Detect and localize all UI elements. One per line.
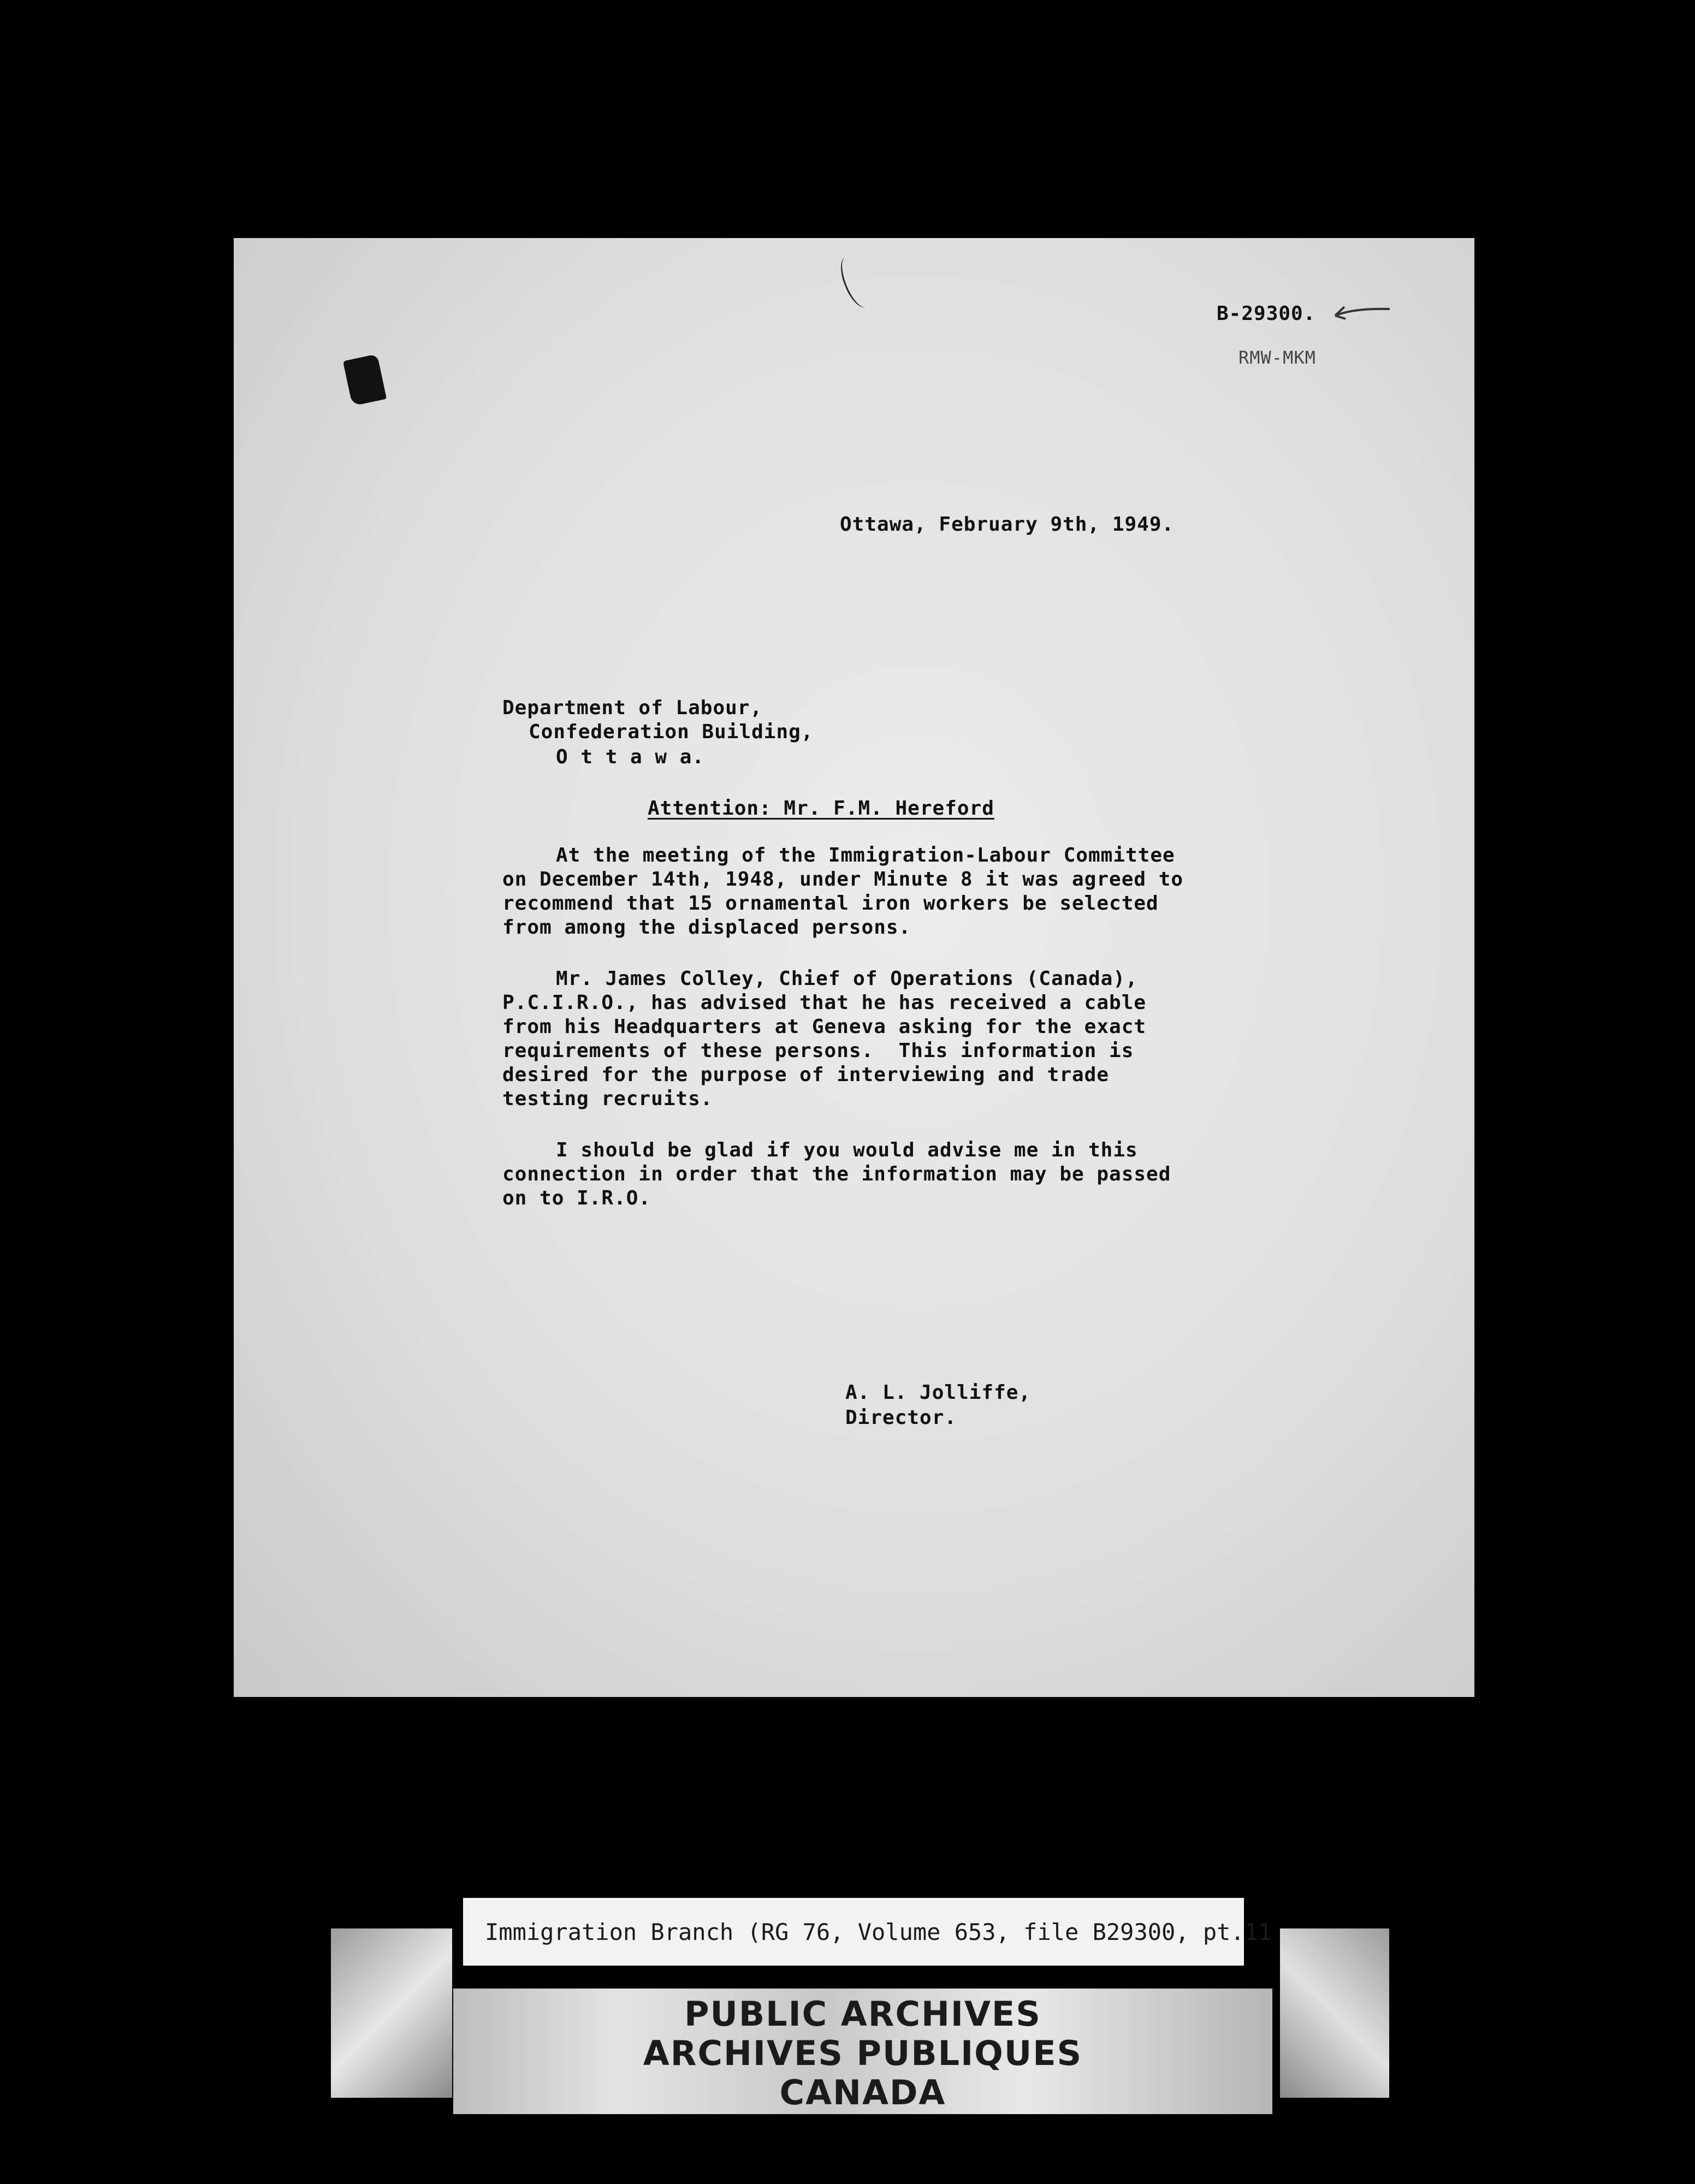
- archives-stamp: [453, 1989, 1272, 2114]
- address-line: Department of Labour,: [502, 697, 763, 719]
- body-line: recommend that 15 ornamental iron workers be selected: [502, 892, 1159, 915]
- attention-line: Attention: Mr. F.M. Hereford: [648, 797, 994, 820]
- signatory-name: A. L. Jolliffe,: [845, 1381, 1032, 1404]
- date-line: Ottawa, February 9th, 1949.: [840, 513, 1175, 536]
- ink-blot: [343, 354, 387, 406]
- film-tab-right: [1280, 1928, 1389, 2098]
- stamp-line: PUBLIC ARCHIVES: [684, 1994, 1041, 2034]
- body-line: P.C.I.R.O., has advised that he has received a cable: [502, 992, 1147, 1014]
- pencil-mark: [835, 252, 877, 312]
- address-line: O t t a w a.: [556, 746, 705, 768]
- signatory-title: Director.: [845, 1406, 957, 1429]
- body-line: on to I.R.O.: [502, 1187, 651, 1209]
- body-line: I should be glad if you would advise me in this: [556, 1139, 1138, 1161]
- typist-initials: RMW-MKM: [1238, 347, 1316, 368]
- body-line: requirements of these persons. This information is: [502, 1040, 1134, 1062]
- body-line: At the meeting of the Immigration-Labour Committee: [556, 844, 1175, 867]
- archive-label: [463, 1898, 1272, 1966]
- archive-label-text: Immigration Branch (RG 76, Volume 653, file B29300, pt.11: [485, 1919, 1272, 1945]
- body-line: Mr. James Colley, Chief of Operations (Canada),: [556, 968, 1138, 990]
- file-reference: B-29300.: [1217, 302, 1316, 325]
- stamp-line: ARCHIVES PUBLIQUES: [643, 2033, 1083, 2073]
- body-line: on December 14th, 1948, under Minute 8 it was agreed to: [502, 868, 1184, 891]
- body-line: connection in order that the information may be passed: [502, 1163, 1171, 1185]
- address-line: Confederation Building,: [529, 721, 814, 743]
- body-line: desired for the purpose of interviewing and trade: [502, 1064, 1110, 1086]
- arrow-icon: [1332, 304, 1392, 320]
- body-line: from among the displaced persons.: [502, 916, 911, 939]
- body-line: from his Headquarters at Geneva asking for the exact: [502, 1016, 1147, 1038]
- body-line: testing recruits.: [502, 1088, 713, 1110]
- stamp-line: CANADA: [779, 2073, 946, 2112]
- film-tab-left: [331, 1928, 452, 2098]
- letter-sheet: [234, 238, 1474, 1697]
